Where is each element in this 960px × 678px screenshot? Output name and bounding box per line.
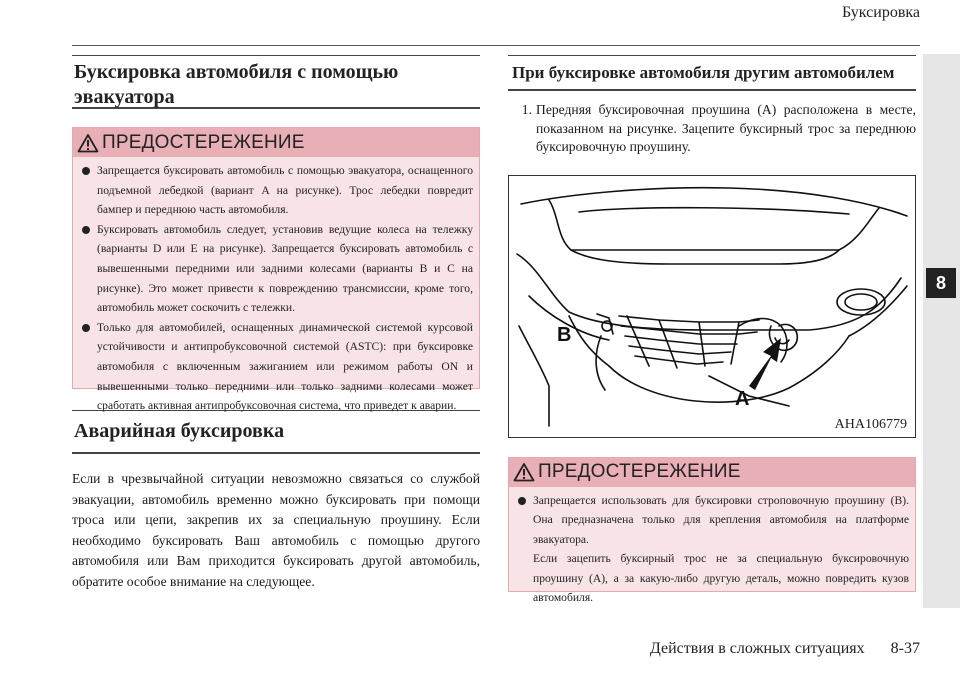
figure-label-b: B: [557, 323, 572, 346]
step-item: [508, 101, 916, 157]
heading-towing-by-other-vehicle: При буксировке автомобиля другим автомобилем: [508, 55, 916, 91]
chapter-side-tab: [923, 54, 960, 608]
page-footer: [650, 640, 920, 658]
step-number: 1.: [521, 102, 532, 117]
left-column: [72, 55, 480, 593]
heading-emergency-towing: Аварийная буксировка: [72, 410, 480, 454]
warning-item: Запрещается буксировать автомобиль с помощью эвакуатора, оснащенного подъемной лебедкой (вариант A на рисунке). Трос лебедки повредит бампер и переднюю часть автомобиля.: [81, 161, 473, 220]
heading-tow-truck: Буксировка автомобиля с помощью эвакуатора: [72, 55, 480, 109]
page-header-title: Буксировка: [841, 4, 920, 21]
tow-hook-figure: [508, 175, 916, 438]
header-rule: [72, 45, 920, 46]
page-number: 8-37: [890, 640, 920, 657]
warning-box-tow-hook: [508, 457, 916, 605]
figure-label-a: A: [735, 387, 750, 410]
footer-section-title: Действия в сложных ситуациях: [649, 640, 865, 657]
warning-item: Только для автомобилей, оснащенных динамической системой курсовой устойчивости и антипробуксовочной системой (ASTC): при буксировке автомобиля с включенным зажиганием или режимом работы ON и вывешенными только передними или только задними колесами может сработать активная антипробуксовочная система, что приведет к аварии.: [81, 318, 473, 416]
step-text: Передняя буксировочная проушина (A) расположена в месте, показанном на рисунке. Зацепите буксирный трос за переднюю буксировочную проушину.: [536, 102, 916, 154]
arrow-pointer-a: [749, 338, 781, 390]
warning-title-text: ПРЕДОСТЕРЕЖЕНИЕ: [538, 461, 741, 482]
warning-title-text: ПРЕДОСТЕРЕЖЕНИЕ: [102, 131, 305, 153]
steps-list: [508, 101, 916, 157]
right-column: [508, 55, 916, 605]
warning-triangle-icon: [513, 462, 535, 482]
warning-item: Буксировать автомобиль следует, установив ведущие колеса на тележку (варианты D или E на рисунке). Запрещается буксировать автомобиль с вывешенными передними или задними колесами (варианты B и C на рисунке). Это может привести к повреждению трансмиссии, кроме того, автомобиль может соскочить с тележки.: [81, 220, 473, 318]
warning-title-bar: [73, 128, 479, 157]
warning-paragraph: Запрещается использовать для буксировки строповочную проушину (B). Она предназначена только для крепления автомобиля на платформе эвакуатора.: [533, 493, 909, 546]
warning-title-bar: [509, 458, 915, 487]
warning-list: [73, 157, 479, 422]
warning-paragraph: Если зацепить буксирный трос не за специальную буксировочную проушину (A), а за какую-либо другую деталь, можно повредить кузов автомобиля.: [533, 552, 909, 605]
warning-list: [509, 487, 915, 615]
tow-hook-illustration: [509, 176, 914, 436]
emergency-towing-text: Если в чрезвычайной ситуации невозможно связаться со службой эвакуации, автомобиль временно можно буксировать при помощи троса или цепи, закрепив их за специальную проушину. Если необходимо буксировать Ваш автомобиль с помощью другого автомобиля или Вам приходится буксировать другой автомобиль, обратите особое внимание на следующее.: [72, 471, 480, 589]
warning-box-tow-truck: [72, 127, 480, 413]
warning-item: [517, 491, 909, 609]
chapter-number-marker[interactable]: 8: [926, 268, 956, 298]
figure-code: AHA106779: [834, 416, 907, 432]
warning-triangle-icon: [77, 133, 99, 153]
